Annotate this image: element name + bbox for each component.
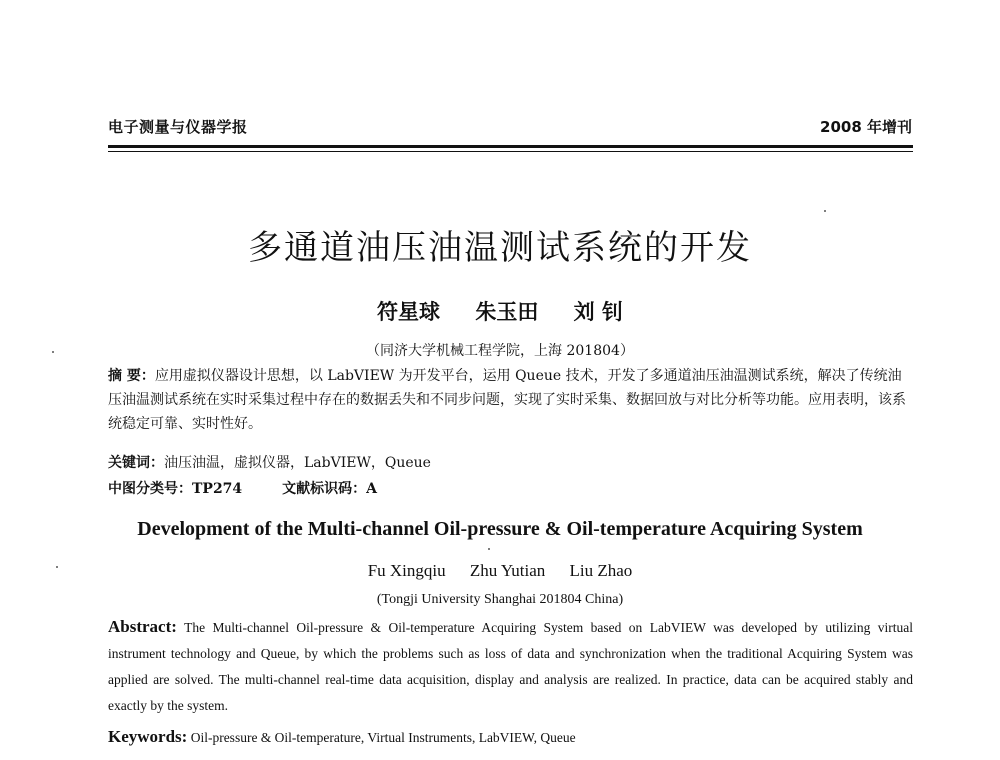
abstract-en-label: Abstract: xyxy=(108,617,177,636)
author-cn-2: 朱玉田 xyxy=(475,299,539,324)
scan-speck xyxy=(824,210,826,212)
affiliation-en: (Tongji University Shanghai 201804 China) xyxy=(376,592,624,607)
scan-speck xyxy=(52,351,54,353)
keywords-en-label: Keywords: xyxy=(108,727,188,746)
author-cn-1: 符星球 xyxy=(377,299,441,324)
keywords-cn-text: 油压油温，虚拟仪器，LabVIEW，Queue xyxy=(164,455,431,471)
paper-title-en: Development of the Multi-channel Oil-pressure & Oil-temperature Acquiring System xyxy=(137,518,863,540)
scan-speck xyxy=(488,548,490,550)
header-rule-thin xyxy=(108,151,913,152)
authors-en xyxy=(0,561,1000,581)
clc-value: TP274 xyxy=(192,481,243,497)
abstract-en xyxy=(108,614,913,719)
classification-line xyxy=(108,478,377,498)
journal-issue: 2008 年增刊 xyxy=(820,118,912,136)
abstract-cn xyxy=(108,364,913,436)
clc-label: 中图分类号： xyxy=(108,481,192,497)
doc-code-label: 文献标识码： xyxy=(282,481,367,497)
keywords-en xyxy=(108,724,913,751)
scan-speck xyxy=(56,566,58,568)
abstract-en-text: The Multi-channel Oil-pressure & Oil-temperature Acquiring System based on LabVIEW was developed by utilizing virtual instrument technology and Queue, by which the problems such as loss of data and synchronization when the traditional Acquiring System was applied are solved. The multi-channel real-time data acquisition, display and analysis are realized. In practice, data can be acquired stably and exactly by the system. xyxy=(108,620,913,713)
paper-title-cn: 多通道油压油温测试系统的开发 xyxy=(248,228,752,268)
author-en-3: Liu Zhao xyxy=(569,561,633,580)
header-rule-thick xyxy=(108,145,913,148)
keywords-cn xyxy=(108,451,913,475)
affiliation-cn: （同济大学机械工程学院，上海 201804） xyxy=(366,343,634,359)
author-en-1: Fu Xingqiu xyxy=(367,561,446,580)
abstract-cn-text: 应用虚拟仪器设计思想，以 LabVIEW 为开发平台，运用 Queue 技术，开发了多通道油压油温测试系统，解决了传统油压油温测试系统在实时采集过程中存在的数据丢失和不同步问题，实现了实时采集、数据回放与对比分析等功能。应用表明，该系统稳定可靠、实时性好。 xyxy=(108,368,906,432)
authors-cn xyxy=(0,296,1000,326)
author-en-2: Zhu Yutian xyxy=(469,561,546,580)
keywords-cn-label: 关键词： xyxy=(108,455,164,471)
keywords-en-text: Oil-pressure & Oil-temperature, Virtual Instruments, LabVIEW, Queue xyxy=(190,730,576,745)
doc-code-value: A xyxy=(366,481,378,497)
journal-name: 电子测量与仪器学报 xyxy=(108,118,248,136)
author-cn-3: 刘 钊 xyxy=(573,299,623,324)
abstract-cn-label: 摘 要： xyxy=(108,368,155,384)
